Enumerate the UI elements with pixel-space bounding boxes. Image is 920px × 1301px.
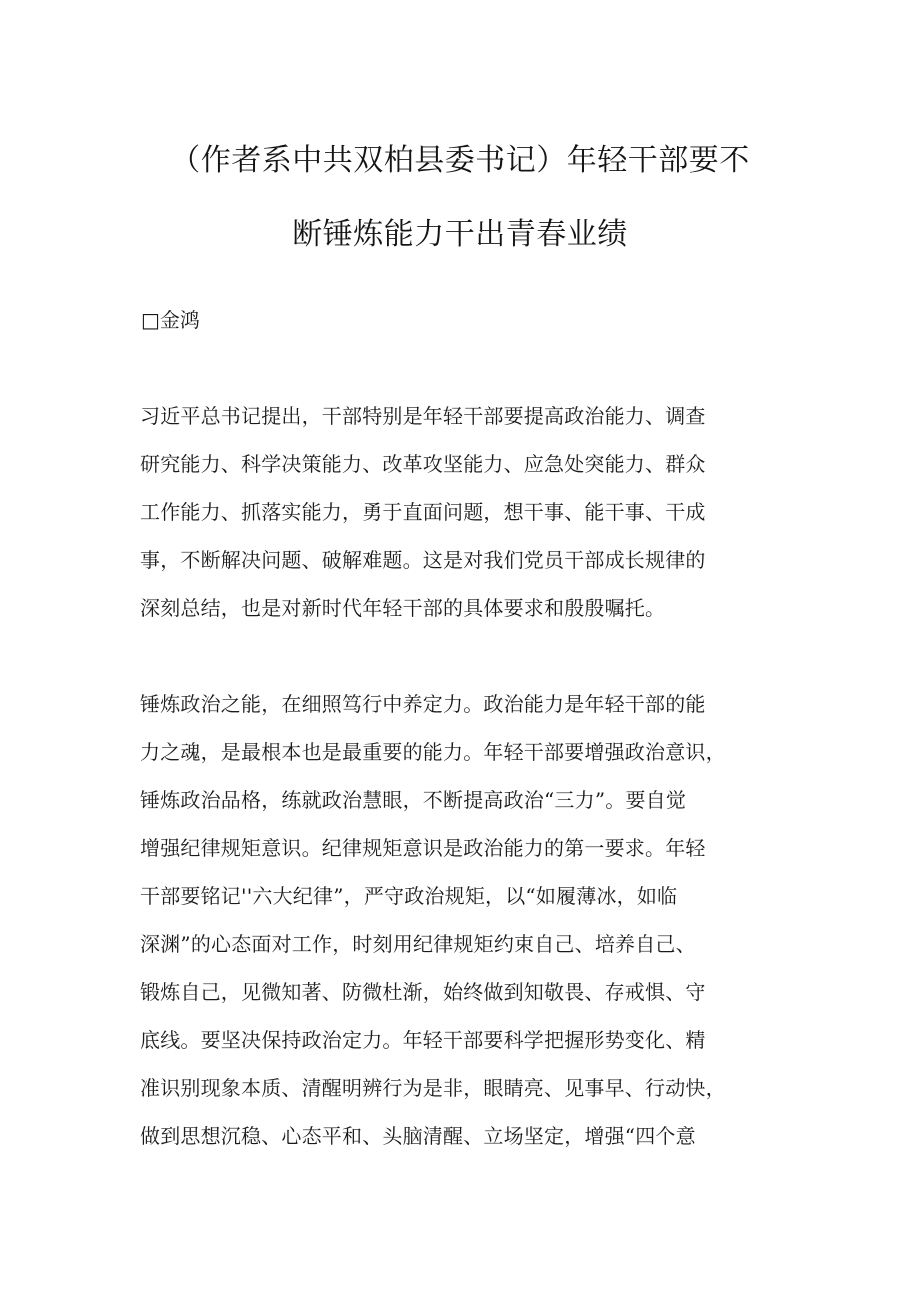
paragraph-line: 锻炼自己，见微知著、防微杜渐，始终做到知敬畏、存戒惧、守 xyxy=(140,980,706,1004)
author-byline: □金鸿 xyxy=(141,308,200,332)
paragraph-1 xyxy=(140,402,800,642)
paragraph-line: 增强纪律规矩意识。纪律规矩意识是政治能力的第一要求。年轻 xyxy=(140,836,706,860)
paragraph-line: 锤炼政治品格，练就政治慧眼，不断提高政治“三力”。要自觉 xyxy=(140,788,687,812)
paragraph-line: 底线。要坚决保持政治定力。年轻干部要科学把握形势变化、精 xyxy=(140,1028,706,1052)
paragraph-line: 做到思想沉稳、心态平和、头脑清醒、立场坚定，增强“四个意 xyxy=(140,1124,696,1148)
paragraph-line: 准识别现象本质、清醒明辨行为是非，眼睛亮、见事早、行动快， xyxy=(140,1076,726,1100)
paragraph-line: 深渊”的心态面对工作，时刻用纪律规矩约束自己、培养自己、 xyxy=(140,932,696,956)
paragraph-line: 事，不断解决问题、破解难题。这是对我们党员干部成长规律的 xyxy=(140,548,706,572)
paragraph-line: 工作能力、抓落实能力，勇于直面问题，想干事、能干事、干成 xyxy=(140,500,706,524)
article-title-line-2: 断锤炼能力干出青春业绩 xyxy=(292,217,628,252)
paragraph-2 xyxy=(140,690,800,1170)
paragraph-line: 锤炼政治之能，在细照笃行中养定力。政治能力是年轻干部的能 xyxy=(140,692,706,716)
paragraph-line: 习近平总书记提出，干部特别是年轻干部要提高政治能力、调查 xyxy=(140,404,706,428)
paragraph-line: 深刻总结，也是对新时代年轻干部的具体要求和殷殷嘱托。 xyxy=(140,596,666,620)
article-title-line-1: （作者系中共双柏县委书记）年轻干部要不 xyxy=(170,143,750,178)
paragraph-line: 干部要铭记''六大纪律”，严守政治规矩，以“如履薄冰，如临 xyxy=(140,884,678,908)
paragraph-line: 研究能力、科学决策能力、改革攻坚能力、应急处突能力、群众 xyxy=(140,452,706,476)
paragraph-line: 力之魂，是最根本也是最重要的能力。年轻干部要增强政治意识， xyxy=(140,740,726,764)
